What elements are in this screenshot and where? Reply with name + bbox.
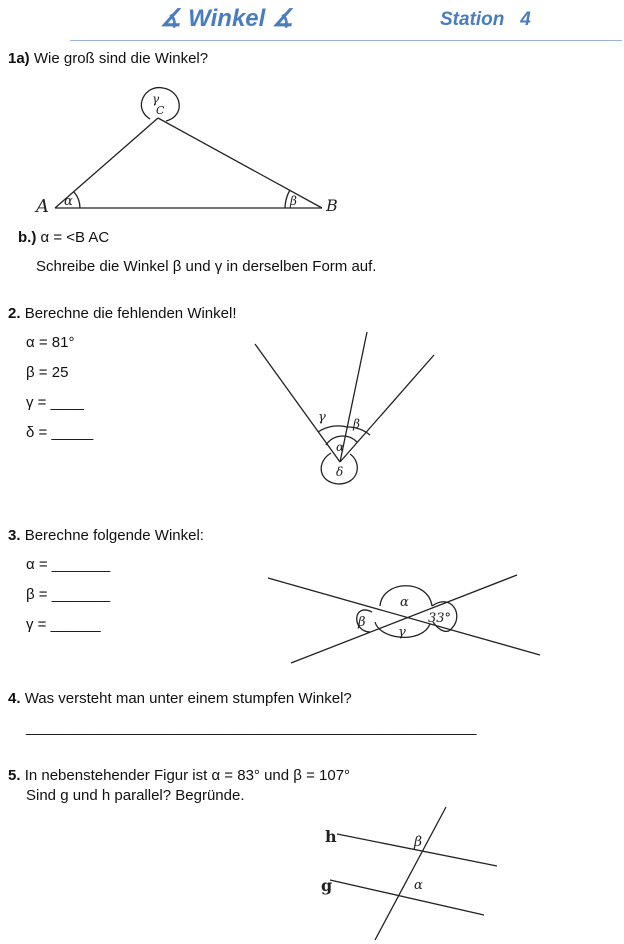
q2-beta-label: β [353, 417, 360, 431]
alpha-label: α [64, 194, 73, 209]
q3-alpha-label: α [400, 595, 409, 610]
page-title: ∡ Winkel ∡ [160, 5, 294, 32]
question-4-text: Was versteht man unter einem stumpfen Winkel? [24, 690, 352, 707]
q5-alpha-label: α [414, 878, 423, 893]
question-2-text: Berechne die fehlenden Winkel! [24, 305, 237, 322]
q2-line-beta: β = 25 [26, 364, 69, 381]
q2-delta-label: δ [336, 465, 344, 479]
question-1-number: 1a) [8, 50, 30, 67]
question-1b-number: b.) [18, 229, 37, 246]
question-5-number: 5. [8, 767, 21, 784]
question-5-text-2: Sind g und h parallel? Begründe. [26, 787, 245, 804]
q3-line-beta: β = _______ [26, 586, 111, 603]
q3-gamma-label: γ [398, 625, 406, 640]
vertex-a-label: A [36, 196, 49, 217]
line-g-label: g [321, 876, 333, 895]
q2-line-gamma: γ = ____ [26, 394, 84, 411]
question-3-text: Berechne folgende Winkel: [24, 527, 204, 544]
station-label: Station 4 [440, 9, 531, 30]
q2-gamma-label: γ [318, 410, 326, 425]
question-3-number: 3. [8, 527, 21, 544]
vertex-c-label: C [156, 104, 165, 117]
question-5-text: In nebenstehender Figur ist α = 83° und β = 107° [24, 767, 351, 784]
line-h-label: h [325, 827, 337, 846]
q2-line-delta: δ = _____ [26, 424, 94, 441]
beta-label: β [290, 194, 297, 208]
q3-beta-label: β [358, 615, 366, 630]
question-1b-text: α = <B AC [40, 229, 110, 246]
q3-line-gamma: γ = ______ [26, 616, 101, 633]
q4-answer-line: ______________________________________________________ [26, 719, 477, 736]
q3-angle-label: 33° [428, 611, 452, 626]
vertex-b-label: B [326, 196, 338, 215]
question-1b-instruction: Schreibe die Winkel β und γ in derselben Form auf. [36, 258, 377, 275]
q2-line-alpha: α = 81° [26, 334, 75, 351]
q2-alpha-label: α [336, 440, 345, 454]
question-1-text: Wie groß sind die Winkel? [33, 50, 209, 67]
q5-beta-label: β [414, 834, 423, 850]
gamma-label: γ [152, 92, 160, 106]
question-2-number: 2. [8, 305, 21, 322]
q3-line-alpha: α = _______ [26, 556, 111, 573]
question-4-number: 4. [8, 690, 21, 707]
